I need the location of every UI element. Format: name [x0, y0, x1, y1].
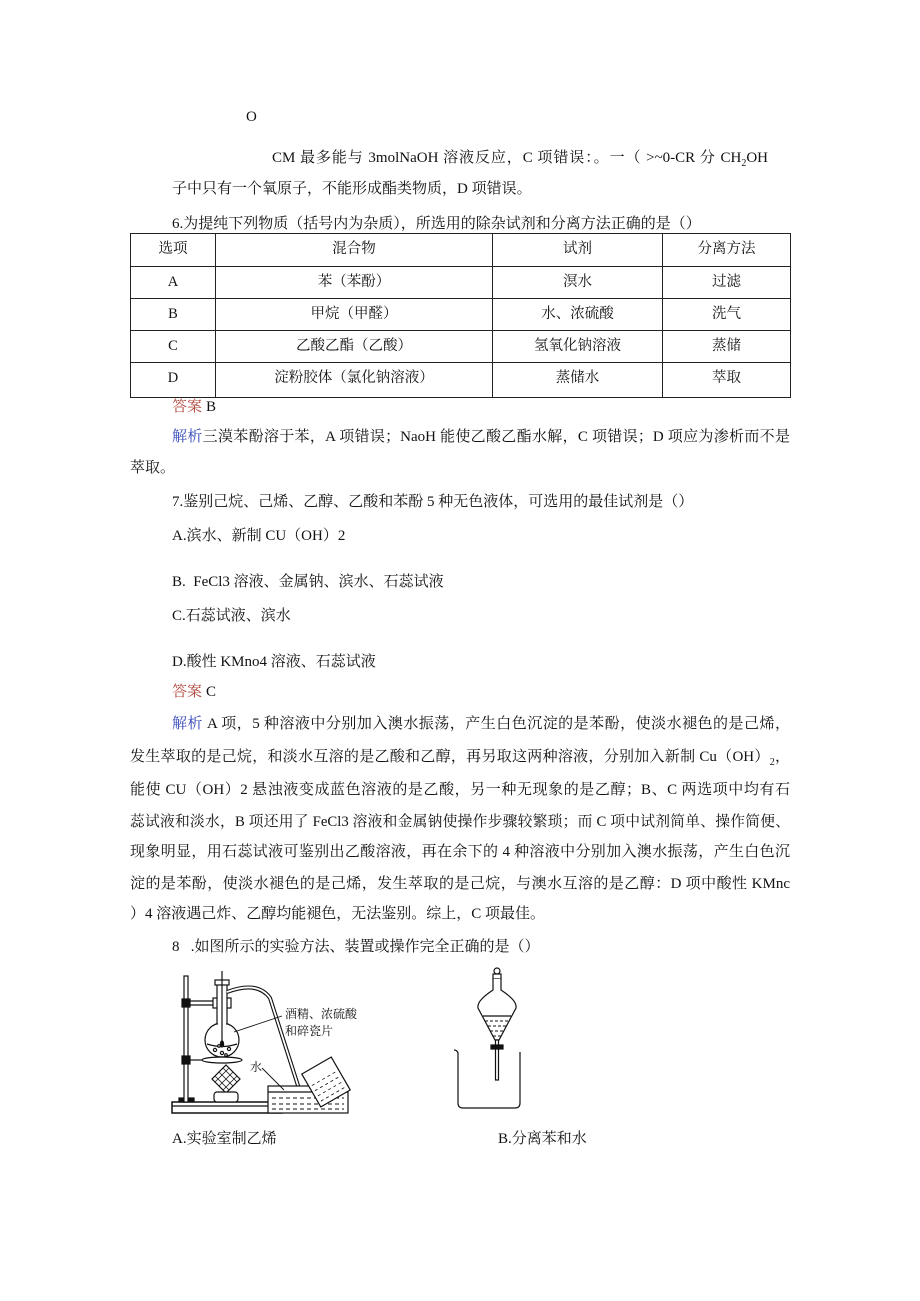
q5-analysis-line-2: 子中只有一个氧原子，不能形成酯类物质，D 项错误。 — [172, 181, 532, 197]
answer-value: C — [206, 684, 217, 700]
q6-cell-option: B — [131, 299, 216, 331]
q7-option-b: B. FeCl3 溶液、金属钠、滨水、石蕊试液 — [172, 574, 444, 590]
analysis-label: 解析 — [172, 716, 203, 732]
alcohol-lamp — [214, 1092, 238, 1102]
funnel-stopcock — [491, 1045, 503, 1049]
q7-analysis-line-1 — [172, 714, 790, 734]
answer-value: B — [206, 399, 217, 415]
q6-cell-reagent: 水、浓硫酸 — [493, 299, 663, 331]
boss-head-lower — [182, 1056, 190, 1064]
q7-analysis-line-7: ）4 溶液遇己炸、乙醇均能褪色，无法鉴别。综上，C 项最佳。 — [130, 906, 546, 922]
q6-header-method: 分离方法 — [663, 234, 791, 267]
q6-header-mixture: 混合物 — [216, 234, 493, 267]
label-leader-reagents — [234, 1016, 282, 1032]
analysis-subscript: 2 — [769, 757, 775, 767]
analysis-label: 解析 — [172, 429, 203, 445]
figure-a-label-water: 水 — [250, 1060, 263, 1074]
q6-cell-mixture: 淀粉胶体（氯化钠溶液） — [216, 363, 493, 398]
table-row — [131, 331, 791, 363]
q5-line1-text: CM 最多能与 3molNaOH 溶液反应，C 项错误：。一（ >~0-CR 分 CH — [272, 150, 742, 166]
porcelain-chip — [220, 1051, 223, 1054]
iron-ring — [202, 1057, 242, 1063]
figure-b-separatory-funnel — [448, 966, 528, 1110]
q5-line1-text-end: OH — [746, 150, 768, 166]
formula-fragment-o: O — [246, 109, 257, 125]
q6-cell-reagent: 溟水 — [493, 267, 663, 299]
q6-table-header-row — [131, 234, 791, 267]
q6-cell-method: 蒸储 — [663, 331, 791, 363]
q7-analysis-line-2 — [130, 747, 790, 767]
porcelain-chip — [213, 1048, 216, 1051]
q7-analysis-line-5: 现象明显，用石蕊试液可鉴别出乙酸溶液，再在余下的 4 种溶液中分别加入澳水振荡，产生白色沉 — [130, 844, 790, 860]
q7-analysis-line-3: 能使 CU（OH）2 悬浊液变成蓝色溶液的是乙酸，另一种无现象的是乙醇；B、C 两选项中均有石 — [130, 782, 790, 798]
answer-label: 答案 — [172, 399, 203, 415]
q6-stem: 6.为提纯下列物质（括号内为杂质），所选用的除杂试剂和分离方法正确的是（） — [172, 216, 701, 232]
q6-cell-option: A — [131, 267, 216, 299]
q6-cell-option: C — [131, 331, 216, 363]
q8-stem: 8 .如图所示的实验方法、装置或操作完全正确的是（） — [172, 939, 540, 955]
funnel-stopper-knob — [494, 968, 500, 974]
answer-label: 答案 — [172, 684, 203, 700]
table-row — [131, 267, 791, 299]
q6-cell-option: D — [131, 363, 216, 398]
analysis-text: 三漠苯酚溶于苯，A 项错误；NaoH 能使乙酸乙酯水解，C 项错误；D 项应为渗析而不是 — [202, 429, 790, 445]
q7-option-a: A.滨水、新制 CU（OH）2 — [172, 528, 346, 544]
stand-base — [172, 1102, 282, 1113]
analysis-text: A 项，5 种溶液中分别加入澳水振荡，产生白色沉淀的是苯酚，使淡水褪色的是己烯， — [206, 716, 790, 732]
porcelain-chip — [225, 1054, 228, 1057]
q7-option-c: C.石蕊试液、滨水 — [172, 608, 291, 624]
q7-analysis-line-4: 蕊试液和淡水，B 项还用了 FeCl3 溶液和金属钠使操作步骤较繁琐；而 C 项中试剂简单、操作简便、 — [130, 814, 790, 830]
q6-header-option: 选项 — [131, 234, 216, 267]
analysis-text: 发生萃取的是己烷，和淡水互溶的是乙酸和乙醇，再另取这两种溶液，分别加入新制 Cu（OH） — [130, 749, 770, 765]
figure-a-caption: A.实验室制乙烯 — [172, 1131, 277, 1147]
figure-a-label-reagents: 酒精、浓硫酸 — [285, 1007, 358, 1021]
q5-line1-subscript: 2 — [741, 158, 747, 168]
q7-analysis-line-6: 淀的是苯酚，使淡水褪色的是己烯，发生萃取的是己烷，与澳水互溶的是乙醇：D 项中酸性 KMnc — [130, 876, 790, 892]
q6-table — [130, 233, 791, 398]
q5-analysis-line-1 — [272, 148, 768, 168]
q6-header-reagent: 试剂 — [493, 234, 663, 267]
q6-answer — [172, 397, 372, 417]
figure-a-ethylene-apparatus — [168, 970, 368, 1118]
q6-analysis-line-2: 萃取。 — [130, 460, 176, 476]
q6-cell-mixture: 甲烷（甲醛） — [216, 299, 493, 331]
q7-option-d: D.酸性 KMno4 溶液、石蕊试液 — [172, 654, 376, 670]
figure-a-label-chips: 和碎瓷片 — [285, 1024, 334, 1038]
funnel-stopper — [493, 974, 501, 979]
porcelain-chip — [218, 1045, 221, 1048]
table-row — [131, 363, 791, 398]
q6-cell-method: 洗气 — [663, 299, 791, 331]
q7-answer — [172, 682, 372, 702]
q6-cell-reagent: 蒸储水 — [493, 363, 663, 398]
boss-head-upper — [182, 999, 190, 1007]
analysis-text-end: ， — [774, 749, 790, 765]
flame-hatching — [215, 1068, 237, 1090]
figure-b-caption: B.分离苯和水 — [498, 1131, 587, 1147]
q6-cell-mixture: 苯（苯酚） — [216, 267, 493, 299]
q6-analysis-line-1 — [172, 427, 790, 447]
q6-cell-reagent: 氢氧化钠溶液 — [493, 331, 663, 363]
q6-cell-method: 过滤 — [663, 267, 791, 299]
stand-rod — [184, 976, 188, 1102]
porcelain-chip — [227, 1047, 230, 1050]
beaker — [454, 1050, 520, 1108]
table-row — [131, 299, 791, 331]
q6-cell-method: 萃取 — [663, 363, 791, 398]
q7-stem: 7.鉴别己烷、己烯、乙醇、乙酸和苯酚 5 种无色液体，可选用的最佳试剂是（） — [172, 494, 694, 510]
q6-cell-mixture: 乙酸乙酯（乙酸） — [216, 331, 493, 363]
